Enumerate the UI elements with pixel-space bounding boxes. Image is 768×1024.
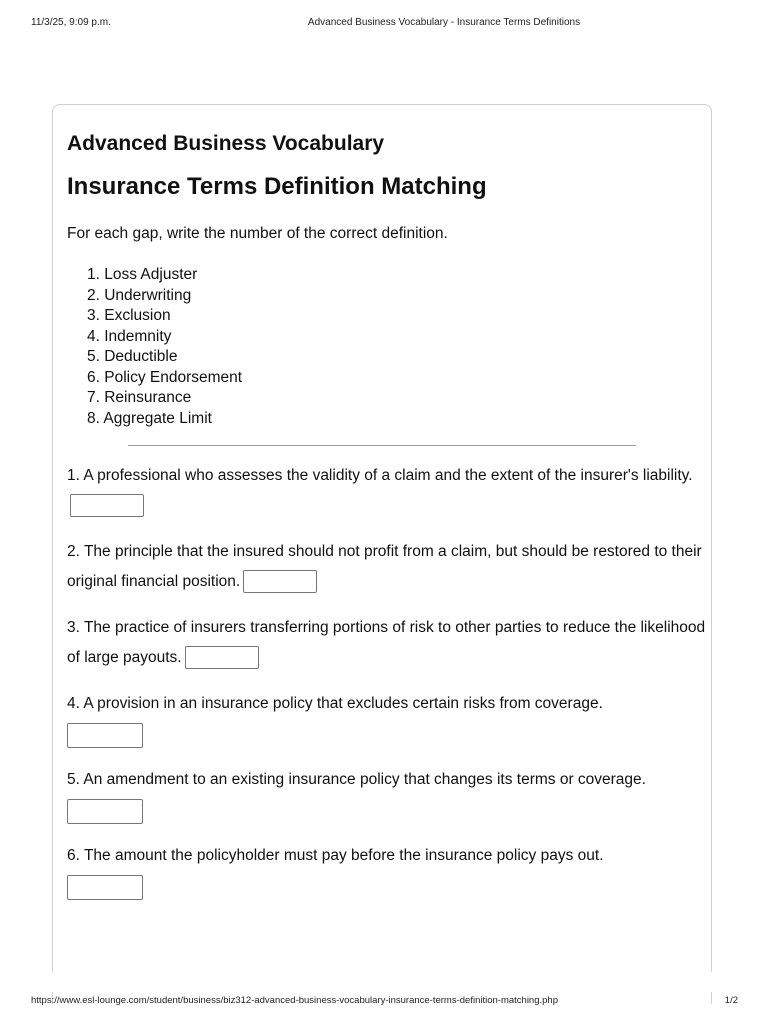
term-item: 6. Policy Endorsement: [87, 368, 243, 386]
term-item: 5. Deductible: [87, 348, 178, 365]
question-text: 2. The principle that the insured should not profit from a claim, but should be restored to their original financial position.: [67, 543, 702, 590]
term-item: 1. Loss Adjuster: [87, 266, 198, 283]
subject-heading: Advanced Business Vocabulary: [67, 132, 385, 155]
answer-input-2[interactable]: [243, 570, 317, 593]
page-title: Insurance Terms Definition Matching: [67, 173, 487, 200]
question-text: 5. An amendment to an existing insurance policy that changes its terms or coverage.: [67, 771, 646, 788]
question-text: 3. The practice of insurers transferring portions of risk to other parties to reduce the likelihood of large payouts.: [67, 619, 706, 666]
question-text: 1. A professional who assesses the validity of a claim and the extent of the insurer's liability.: [67, 467, 693, 484]
answer-input-4[interactable]: [67, 723, 143, 748]
term-item: 7. Reinsurance: [87, 389, 192, 406]
term-item: 3. Exclusion: [87, 307, 171, 324]
term-list: [87, 265, 242, 429]
answer-input-3[interactable]: [185, 646, 259, 669]
print-footer: [0, 995, 768, 1009]
print-date: 11/3/25, 9:09 p.m.: [31, 17, 111, 28]
question-text: 6. The amount the policyholder must pay before the insurance policy pays out.: [67, 847, 604, 864]
term-item: 4. Indemnity: [87, 327, 172, 345]
question-4: [67, 689, 707, 748]
page-number: 1/2: [724, 995, 738, 1006]
page-break-mask: [40, 972, 730, 992]
question-5: [67, 765, 707, 824]
question-1: [67, 461, 707, 521]
answer-input-1[interactable]: [70, 494, 144, 517]
instructions: For each gap, write the number of the correct definition.: [67, 225, 448, 242]
term-item: 2. Underwriting: [87, 286, 192, 304]
print-header: [0, 17, 768, 31]
question-6: [67, 841, 707, 900]
print-document-title: Advanced Business Vocabulary - Insurance Terms Definitions: [307, 17, 581, 28]
answer-input-6[interactable]: [67, 875, 143, 900]
print-url: https://www.esl-lounge.com/student/business/biz312-advanced-business-vocabulary-insurance-terms-definition-matching.php: [31, 995, 558, 1006]
question-2: [67, 537, 707, 597]
term-item: 8. Aggregate Limit: [87, 409, 212, 427]
answer-input-5[interactable]: [67, 799, 143, 824]
question-3: [67, 613, 707, 673]
question-text: 4. A provision in an insurance policy that excludes certain risks from coverage.: [67, 695, 603, 712]
divider: [128, 445, 636, 446]
